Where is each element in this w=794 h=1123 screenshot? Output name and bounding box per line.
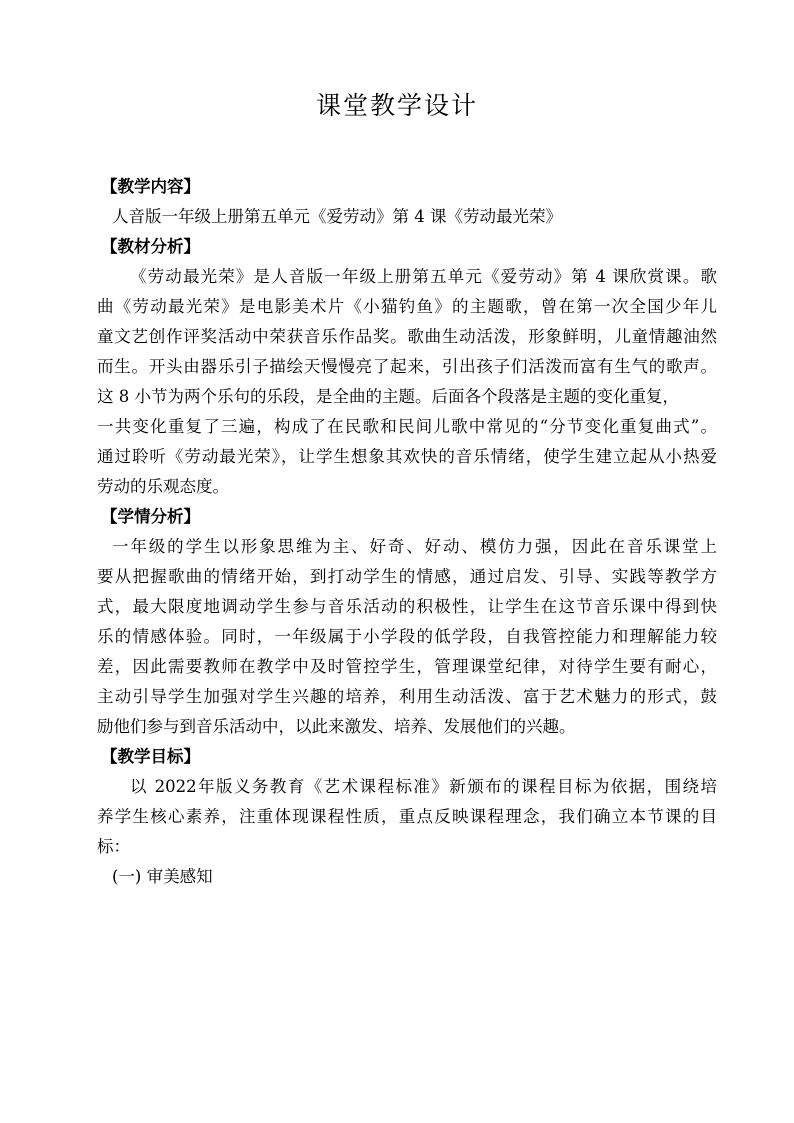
paragraph-line: 《劳动最光荣》是人音版一年级上册第五单元《爱劳动》第 4 课欣赏课。歌 (130, 267, 717, 286)
paragraph-line: 要从把握歌曲的情绪开始，到打动学生的情感，通过启发、引导、实践等教学方 (97, 567, 717, 586)
paragraph-line: 一年级的学生以形象思维为主、好奇、好动、模仿力强，因此在音乐课堂上 (112, 537, 717, 556)
paragraph-line: 曲《劳动最光荣》是电影美术片《小猫钓鱼》的主题歌，曾在第一次全国少年儿 (97, 297, 717, 316)
section-heading-student-analysis: 【学情分析】 (101, 507, 200, 526)
section-heading-objectives: 【教学目标】 (101, 747, 200, 766)
paragraph-line: 以 2022年版义务教育《艺术课程标准》新颁布的课程目标为依据，围绕培 (130, 777, 717, 796)
section-heading-content: 【教学内容】 (101, 177, 200, 196)
paragraph-line: 乐的情感体验。同时，一年级属于小学段的低学段，自我管控能力和理解能力较 (97, 627, 717, 646)
paragraph-line: 主动引导学生加强对学生兴趣的培养，利用生动活泼、富于艺术魅力的形式，鼓 (97, 687, 717, 706)
document-title: 课堂教学设计 (315, 91, 478, 120)
paragraph-line: 而生。开头由器乐引子描绘天慢慢亮了起来，引出孩子们活泼而富有生气的歌声。 (97, 357, 717, 376)
content-line: 人音版一年级上册第五单元《爱劳动》第 4 课《劳动最光荣》 (112, 207, 562, 226)
paragraph-line: 式，最大限度地调动学生参与音乐活动的积极性，让学生在这节音乐课中得到快 (97, 597, 717, 616)
paragraph-line: 励他们参与到音乐活动中，以此来激发、培养、发展他们的兴趣。 (97, 717, 576, 736)
paragraph-line: 这 8 小节为两个乐句的乐段，是全曲的主题。后面各个段落是主题的变化重复， (97, 387, 679, 406)
sub-item-aesthetic-perception: (一) 审美感知 (112, 867, 213, 886)
document-body (97, 172, 717, 892)
paragraph-line: 通过聆听《劳动最光荣》，让学生想象其欢快的音乐情绪，使学生建立起从小热爱 (97, 447, 717, 466)
paragraph-line: 童文艺创作评奖活动中荣获音乐作品奖。歌曲生动活泼，形象鲜明，儿童情趣油然 (97, 327, 717, 346)
paragraph-line: 劳动的乐观态度。 (97, 477, 229, 496)
section-heading-textbook-analysis: 【教材分析】 (101, 237, 200, 256)
paragraph-line: 养学生核心素养，注重体现课程性质，重点反映课程理念，我们确立本节课的目 (97, 807, 717, 826)
paragraph-line: 一共变化重复了三遍，构成了在民歌和民间儿歌中常见的“分节变化重复曲式”。 (97, 417, 717, 436)
paragraph-line: 标： (97, 837, 130, 856)
paragraph-line: 差，因此需要教师在教学中及时管控学生，管理课堂纪律，对待学生要有耐心， (97, 657, 717, 676)
